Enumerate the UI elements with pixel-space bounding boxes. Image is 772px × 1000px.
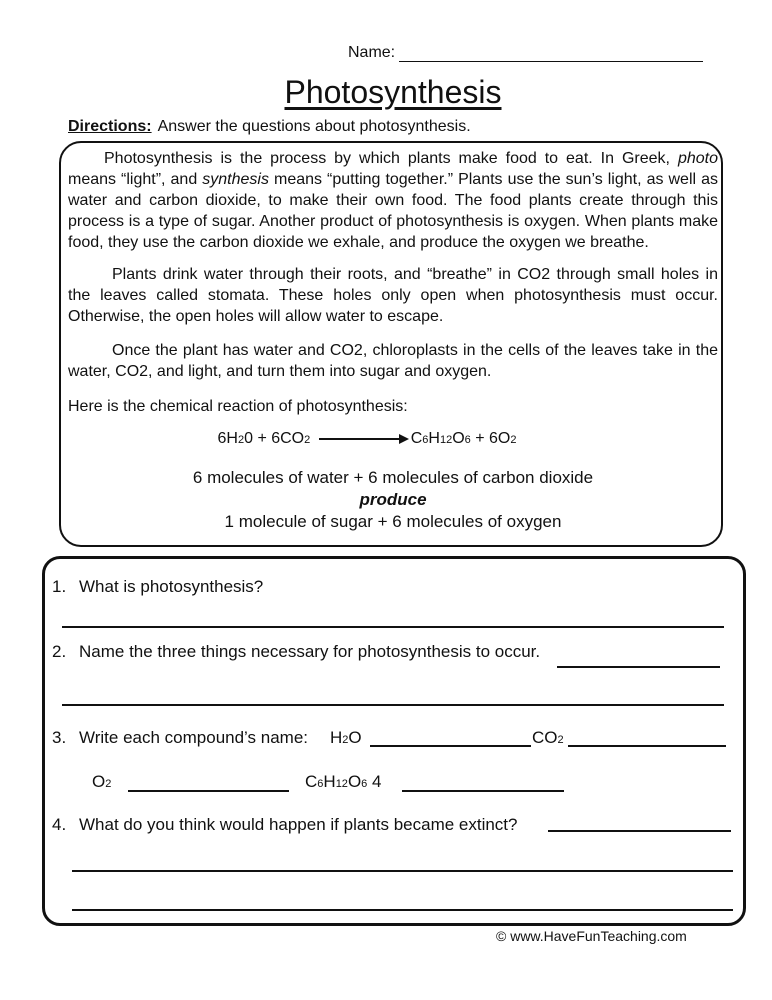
compound-o2: O2: [92, 772, 112, 791]
question-2: 2. Name the three things necessary for photosynthesis to occur.: [52, 642, 541, 661]
reading-paragraph-1: Photosynthesis is the process by which plants make food to eat. In Greek, photo means “light”, and synthesis means “putting together.” Plants use the sun’s light, as well as water and carbon dioxide, to make their own food. The food plants create through this process is a type of sugar. Another product of photosynthesis is oxygen. When plants make food, they use the carbon dioxide we exhale, and produce the oxygen we breathe.: [68, 150, 718, 251]
directions: [68, 118, 471, 136]
answer-line-q4-b[interactable]: [72, 870, 733, 872]
summary-line-2: produce: [359, 490, 427, 509]
directions-text: Answer the questions about photosynthesis.: [157, 118, 471, 135]
term-photo: photo: [677, 150, 718, 167]
chemical-equation: [0, 430, 734, 448]
question-4: 4. What do you think would happen if plants became extinct?: [52, 815, 518, 834]
reading-paragraph-4: Here is the chemical reaction of photosynthesis:: [68, 398, 408, 415]
directions-label: Directions:: [68, 118, 152, 135]
answer-line-q1[interactable]: [62, 626, 724, 628]
compound-h2o: H2O: [330, 728, 362, 747]
question-1: 1. What is photosynthesis?: [52, 577, 264, 596]
answer-line-h2o[interactable]: [370, 745, 531, 747]
answer-line-q2-a[interactable]: [557, 666, 720, 668]
answer-line-q2-b[interactable]: [62, 704, 724, 706]
name-label: Name:: [348, 44, 396, 61]
name-blank-line[interactable]: [399, 44, 703, 62]
page-title: Photosynthesis: [284, 74, 502, 110]
summary-line-1: 6 molecules of water + 6 molecules of carbon dioxide: [192, 468, 594, 487]
equation-reactants: 6H20 + 6CO2: [217, 430, 311, 447]
reaction-arrow-icon: [317, 433, 409, 445]
answer-line-q4-a[interactable]: [548, 830, 731, 832]
answer-line-q4-c[interactable]: [72, 909, 733, 911]
answer-line-sugar[interactable]: [402, 790, 564, 792]
summary-line-3: 1 molecule of sugar + 6 molecules of oxygen: [224, 512, 562, 531]
answer-line-co2[interactable]: [568, 745, 726, 747]
equation-products: C6H12O6 + 6O2: [410, 430, 517, 447]
reading-paragraph-3: Once the plant has water and CO2, chloroplasts in the cells of the leaves take in the water, CO2, and light, and turn them into sugar and oxygen.: [68, 342, 718, 380]
term-synthesis: synthesis: [202, 171, 269, 188]
name-field-row: [348, 44, 703, 62]
copyright-footer: © www.HaveFunTeaching.com: [496, 928, 687, 944]
compound-sugar: C6H12O6 4: [305, 772, 382, 791]
reading-paragraph-2: Plants drink water through their roots, and “breathe” in CO2 through small holes in the leaves called stomata. These holes only open when photosynthesis must occur. Otherwise, the open holes will allow water to escape.: [68, 266, 718, 325]
answer-line-o2[interactable]: [128, 790, 289, 792]
compound-co2: CO2: [532, 728, 564, 747]
question-3: 3. Write each compound’s name:: [52, 728, 308, 747]
